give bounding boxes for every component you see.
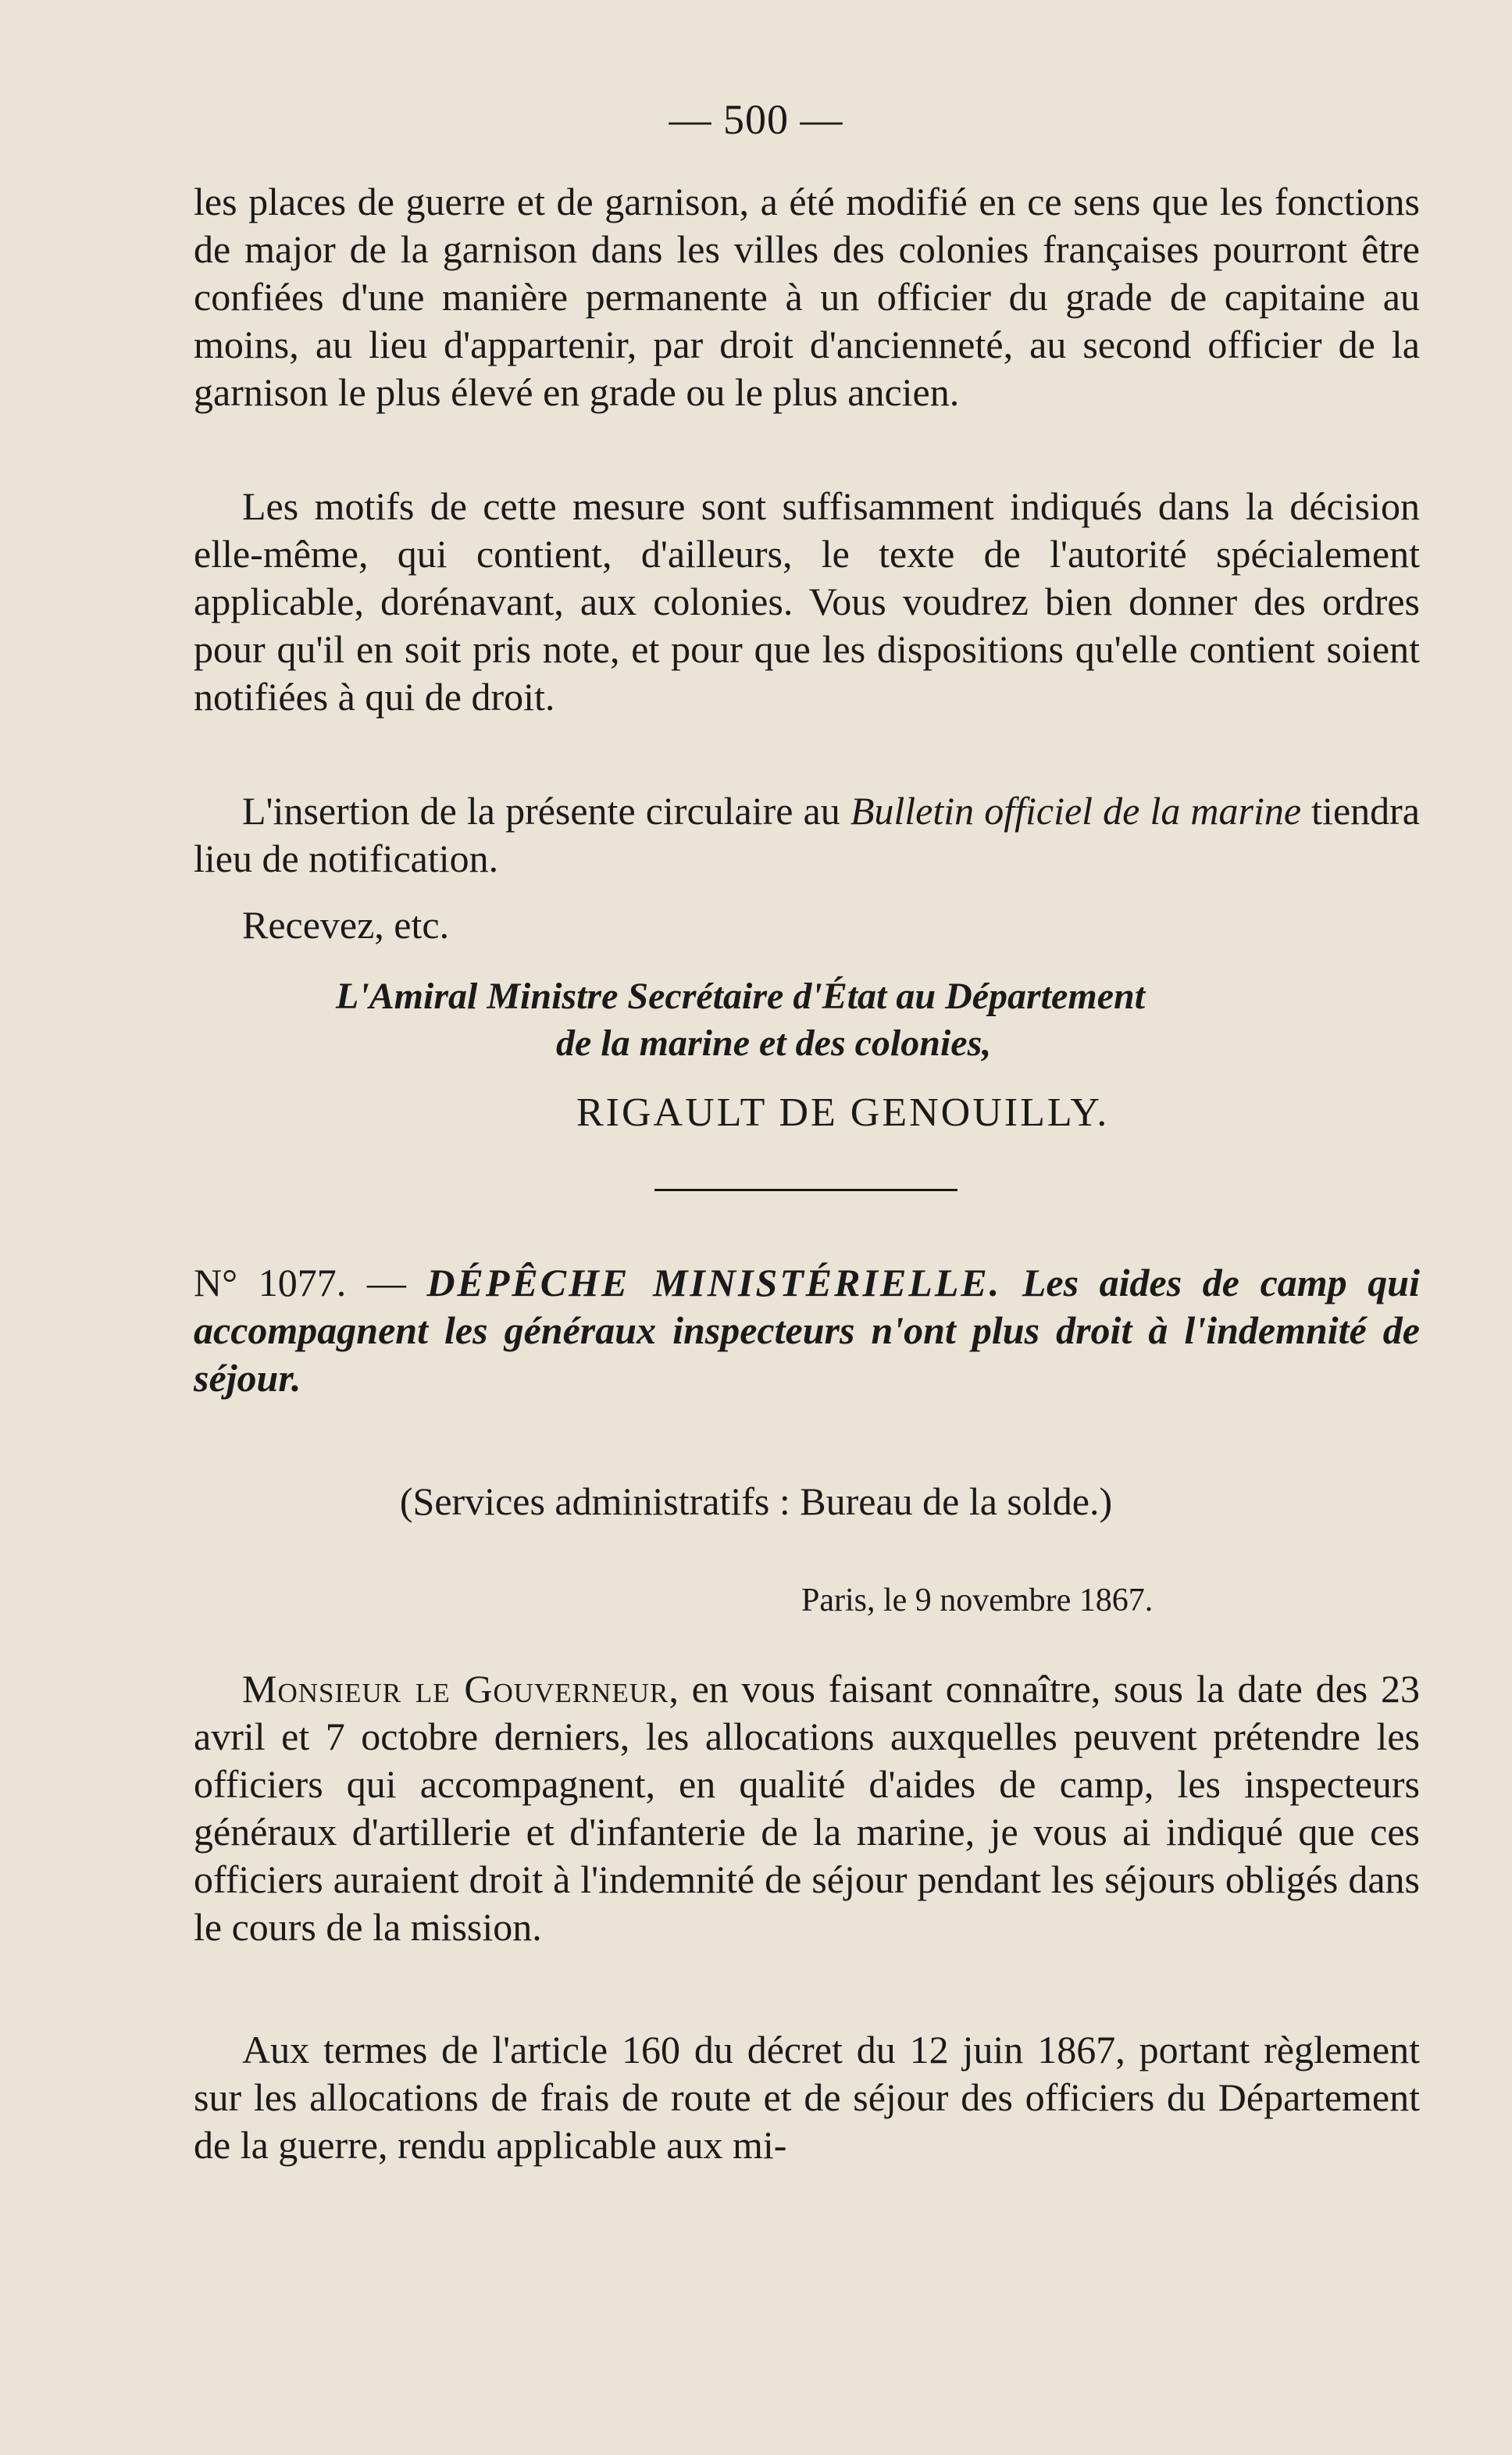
insertion-text-after: tiendra lieu de notification.: [194, 789, 1420, 880]
paragraph-insertion: [194, 787, 1420, 883]
paragraph-closing: Recevez, etc.: [242, 903, 450, 947]
section-divider: [654, 1189, 957, 1191]
bulletin-title: Bulletin officiel de la marine: [850, 789, 1302, 833]
dispatch-number: N° 1077. —: [194, 1261, 427, 1304]
signature-title-line-2: de la marine et des colonies,: [556, 1022, 992, 1064]
paragraph-continuation: les places de guerre et de garnison, a été modifié en ce sens que les fonctions de major de la garnison dans les villes des colonies françaises pourront être confiées d'une manière permanente à un officier du grade de capitaine au moins, au lieu d'appartenir, par droit d'ancienneté, au second officier de la garnison le plus élevé en grade ou le plus ancien.: [194, 180, 1420, 414]
dispatch-subject: Les aides de camp qui accompagnent les généraux inspecteurs n'ont plus droit à l'indemnité de séjour.: [194, 1261, 1420, 1400]
page-number: — 500 —: [669, 96, 843, 143]
date-line: Paris, le 9 novembre 1867.: [801, 1583, 1154, 1618]
salutation-body: , en vous faisant connaître, sous la date des 23 avril et 7 octobre derniers, les allocations auxquelles peuvent prétendre les officiers qui accompagnent, en qualité d'aides de camp, les inspecteurs généraux d'artillerie et d'infanterie de la marine, je vous ai indiqué que ces officiers auraient droit à l'indemnité de séjour pendant les séjours obligés dans le cours de la mission.: [194, 1667, 1420, 1949]
paragraph-salutation: [194, 1665, 1420, 1951]
signature-title-line-1: L'Amiral Ministre Secrétaire d'État au Département: [336, 976, 1146, 1017]
paragraph-article: Aux termes de l'article 160 du décret du 12 juin 1867, portant règlement sur les allocations de frais de route et de séjour des officiers du Département de la guerre, rendu applicable aux mi-: [194, 2028, 1420, 2167]
insertion-text-before: L'insertion de la présente circulaire au: [242, 789, 850, 833]
paragraph-motifs: Les motifs de cette mesure sont suffisamment indiqués dans la décision elle-même, qui contient, d'ailleurs, le texte de l'autorité spécialement applicable, dorénavant, aux colonies. Vous voudrez bien donner des ordres pour qu'il en soit pris note, et pour que les dispositions qu'elle contient soient notifiées à qui de droit.: [194, 484, 1420, 719]
dispatch-title: DÉPÊCHE MINISTÉRIELLE.: [426, 1261, 1002, 1304]
services-line: (Services administratifs : Bureau de la solde.): [399, 1479, 1113, 1523]
signature-name: RIGAULT DE GENOUILLY.: [576, 1090, 1110, 1135]
salutation: Monsieur le Gouverneur: [242, 1667, 669, 1711]
dispatch-heading: [194, 1259, 1420, 1402]
